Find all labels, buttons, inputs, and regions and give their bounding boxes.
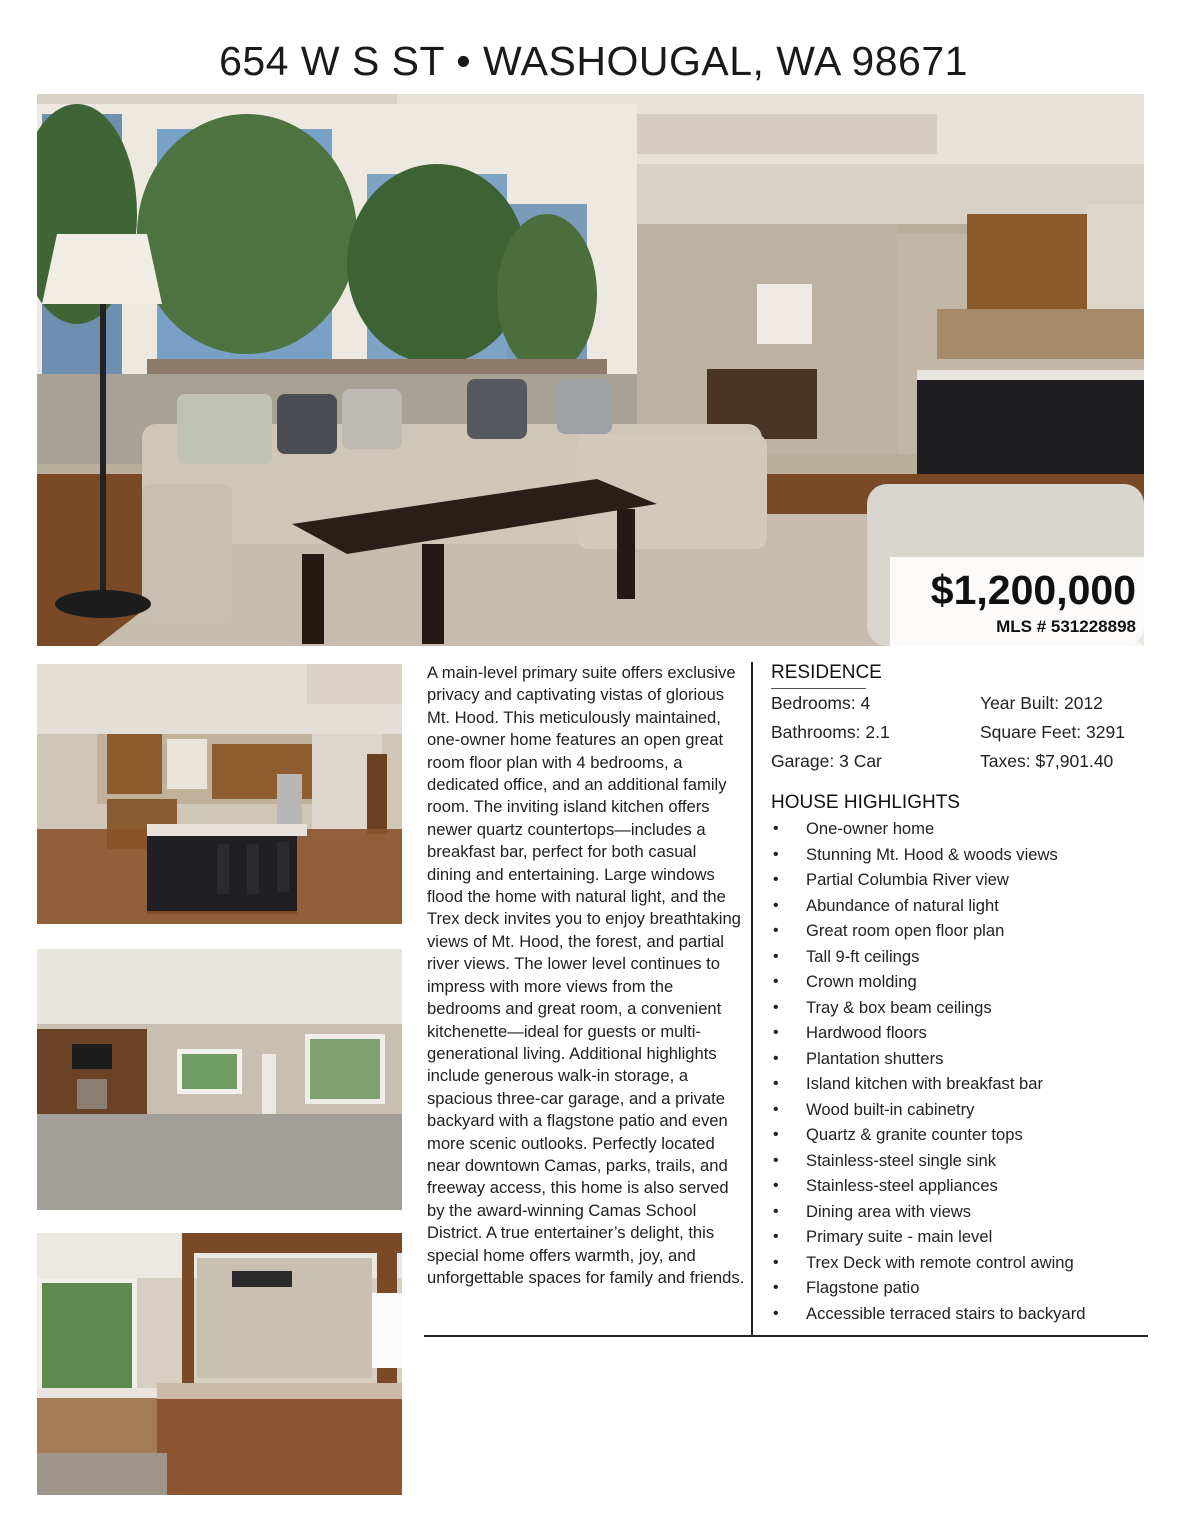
residence-row — [771, 750, 1151, 779]
taxes: Taxes: $7,901.40 — [980, 751, 1114, 771]
list-item: • Great room open floor plan — [773, 921, 1005, 940]
column-divider — [751, 662, 753, 1336]
bullet-icon: • — [773, 820, 779, 837]
residence-row — [771, 721, 1151, 750]
bullet-icon: • — [773, 1151, 779, 1169]
family-room-photo — [37, 949, 402, 1210]
mls-number: MLS # 531228898 — [996, 617, 1136, 636]
bullet-icon: • — [773, 845, 779, 863]
list-item: • Accessible terraced stairs to backyard — [773, 1303, 1086, 1323]
residence-row — [771, 692, 1151, 721]
list-item: • Stainless-steel single sink — [773, 1150, 996, 1170]
list-item: • Hardwood floors — [773, 1023, 927, 1042]
square-feet: Square Feet: 3291 — [980, 722, 1125, 742]
list-item: • Quartz & granite counter tops — [773, 1125, 1023, 1144]
bullet-icon: • — [773, 1177, 779, 1194]
bullet-icon: • — [773, 1304, 779, 1322]
property-description: A main-level primary suite offers exclusive privacy and captivating vistas of glorious Mt. Hood. This meticulously maintained, one-owner home features an open great room floor plan with 4 bedrooms, a dedicated office, and an additional family room. The inviting island kitchen offers newer quartz countertops—includes a breakfast bar, perfect for both casual dining and entertaining. Large windows flood the home with natural light, and the Trex deck invites you to enjoy breathtaking views of Mt. Hood, the forest, and partial river views. The lower level continues to impress with more views from the bedrooms and great room, a convenient kitchenette—ideal for guests or multi-generational living. Additional highlights include generous walk-in storage, a spacious three-car garage, and a private backyard with a flagstone patio and even more scenic outlooks. Perfectly located near downtown Camas, parks, trails, and freeway access, this home is also served by the award-winning Camas School District. A true entertainer’s delight, this special home offers warmth, joy, and unforgettable spaces for family and friends. — [427, 663, 745, 1287]
bullet-icon: • — [773, 896, 779, 914]
list-item: • Stunning Mt. Hood & woods views — [773, 844, 1058, 864]
list-item: • Dining area with views — [773, 1201, 972, 1221]
garage: Garage: 3 Car — [771, 751, 882, 771]
bullet-icon: • — [773, 1253, 779, 1271]
bullet-icon: • — [773, 1279, 779, 1296]
bullet-icon: • — [773, 998, 779, 1016]
highlights-heading: HOUSE HIGHLIGHTS — [771, 792, 960, 813]
list-item: • Plantation shutters — [773, 1048, 944, 1068]
bullet-icon: • — [773, 1024, 779, 1041]
list-item: • Flagstone patio — [773, 1278, 920, 1297]
list-item: • Trex Deck with remote control awing — [773, 1252, 1074, 1272]
list-item: • One-owner home — [773, 819, 935, 838]
highlights-list — [771, 818, 1151, 1328]
list-item: • Abundance of natural light — [773, 895, 999, 915]
bullet-icon: • — [773, 922, 779, 939]
list-item: • Primary suite - main level — [773, 1227, 993, 1246]
bullet-icon: • — [773, 1228, 779, 1245]
bullet-icon: • — [773, 1049, 779, 1067]
year-built: Year Built: 2012 — [980, 693, 1103, 713]
bullet-icon: • — [773, 947, 779, 965]
bathroom-photo — [37, 1233, 402, 1495]
page-title: 654 W S ST • WASHOUGAL, WA 98671 — [219, 38, 968, 84]
residence-heading: RESIDENCE — [771, 662, 882, 683]
list-item: • Stainless-steel appliances — [773, 1176, 998, 1195]
listing-price: $1,200,000 — [930, 567, 1136, 613]
bathrooms: Bathrooms: 2.1 — [771, 722, 890, 742]
list-item: • Wood built-in cabinetry — [773, 1099, 975, 1119]
list-item: • Crown molding — [773, 972, 917, 991]
residence-underline — [771, 688, 866, 689]
bottom-rule — [424, 1335, 1148, 1337]
kitchen-photo — [37, 664, 402, 924]
residence-details — [771, 692, 1151, 779]
bullet-icon: • — [773, 1075, 779, 1092]
list-item: • Tall 9-ft ceilings — [773, 946, 920, 966]
bullet-icon: • — [773, 973, 779, 990]
price-box — [890, 557, 1144, 646]
list-item: • Tray & box beam ceilings — [773, 997, 992, 1017]
list-item: • Island kitchen with breakfast bar — [773, 1074, 1044, 1093]
bullet-icon: • — [773, 1100, 779, 1118]
bullet-icon: • — [773, 1126, 779, 1143]
bedrooms: Bedrooms: 4 — [771, 693, 871, 713]
list-item: • Partial Columbia River view — [773, 870, 1009, 889]
bullet-icon: • — [773, 871, 779, 888]
bullet-icon: • — [773, 1202, 779, 1220]
